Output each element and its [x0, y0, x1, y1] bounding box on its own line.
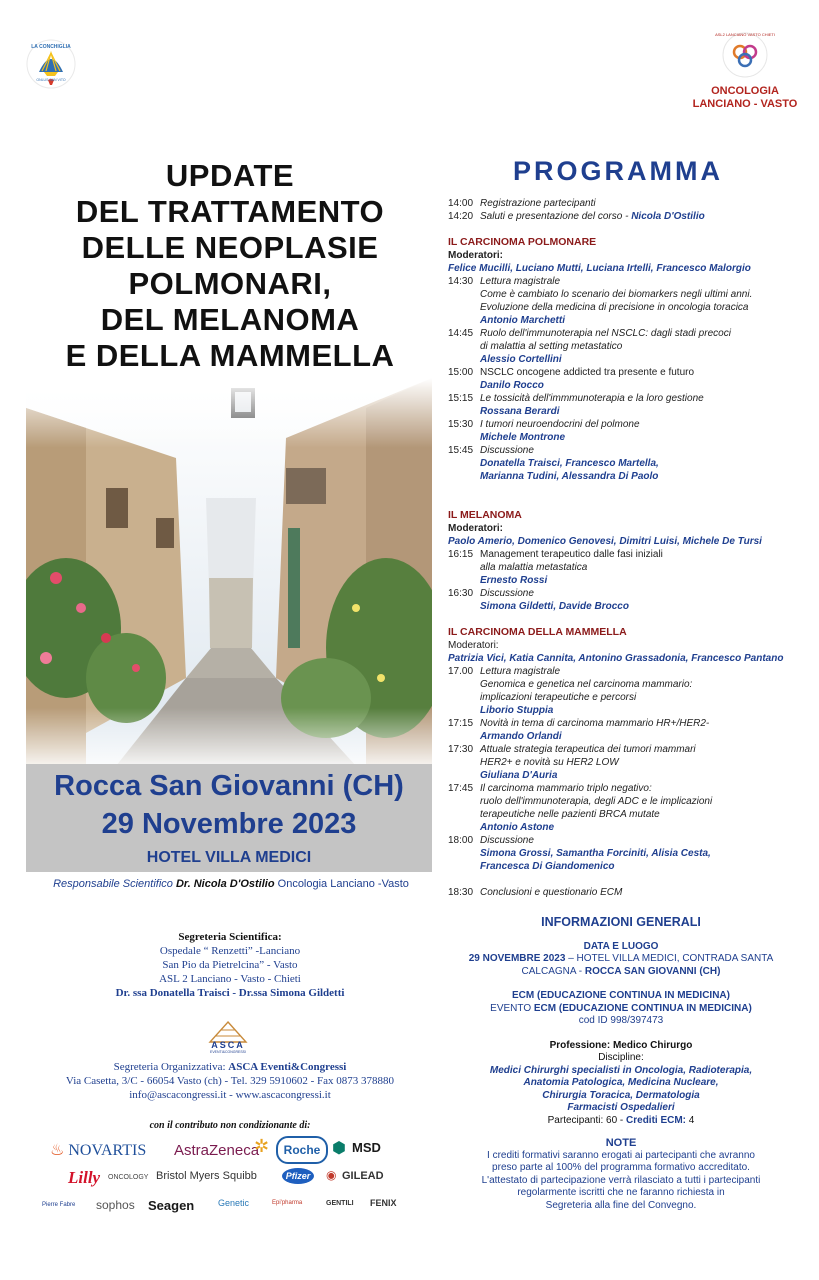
- title-line: E DELLA MAMMELLA: [65, 338, 395, 373]
- spiral-icon: [720, 30, 770, 80]
- moderators-label: Moderatori:: [448, 250, 503, 261]
- talk-title: Discussione: [480, 588, 534, 599]
- talk-sub: HER2+ e novità su HER2 LOW: [480, 757, 619, 768]
- time: 17:30: [448, 744, 474, 755]
- speaker: Rossana Berardi: [480, 406, 560, 417]
- moderators: Patrizia Vici, Katia Cannita, Antonino Grassadonia, Francesco Pantano: [448, 653, 784, 664]
- venue-band: [26, 764, 432, 872]
- sponsor-seagen: Seagen: [148, 1198, 195, 1213]
- moderators-label: Moderatori:: [448, 523, 503, 534]
- sponsor-roche: Roche: [276, 1136, 328, 1164]
- moderators: Paolo Amerio, Domenico Genovesi, Dimitri Luisi, Michele De Tursi: [448, 536, 762, 547]
- talk-title: Management terapeutico dalle fasi iniziali: [480, 549, 663, 560]
- seg-org-address: Via Casetta, 3/C - 66054 Vasto (ch) - Tel. 329 5910602 - Fax 0873 378880: [65, 1075, 395, 1087]
- sponsor-logos: [42, 1136, 440, 1226]
- la-conchiglia-logo: [22, 38, 80, 90]
- sponsor-sophos: sophos: [96, 1198, 135, 1212]
- seg-sci-line: Dr. ssa Donatella Traisci - Dr.ssa Simona Gildetti: [115, 987, 345, 999]
- title-line: UPDATE: [165, 158, 295, 193]
- talk-sub: ruolo dell'immunoterapia, degli ADC e le implicazioni: [480, 796, 713, 807]
- time: 15:45: [448, 445, 474, 456]
- gilead-icon: ◉: [326, 1168, 337, 1182]
- logo-left-text: LA CONCHIGLIA: [31, 44, 71, 50]
- talk-sub: Evoluzione della medicina di precisione in oncologia toracica: [480, 302, 749, 313]
- time: 17:15: [448, 718, 474, 729]
- talk-title: Discussione: [480, 835, 534, 846]
- venue-city: Rocca San Giovanni (CH): [54, 770, 404, 802]
- speaker: Danilo Rocco: [480, 380, 544, 391]
- speaker: Simona Grossi, Samantha Forciniti, Alisia Cesta,: [480, 848, 711, 859]
- talk-sub: alla malattia metastatica: [480, 562, 588, 573]
- venue-hotel: HOTEL VILLA MEDICI: [146, 849, 312, 866]
- sponsor-gentili: GENTILI: [326, 1200, 354, 1207]
- talk-title: Conclusioni e questionario ECM: [480, 887, 623, 898]
- discipline-line: Anatomia Patologica, Medicina Nucleare,: [523, 1077, 719, 1088]
- time: 14:20: [448, 211, 474, 222]
- sponsor-novartis: [50, 1140, 146, 1160]
- evento-value: ECM (EDUCAZIONE CONTINUA IN MEDICINA): [533, 1002, 752, 1014]
- time: 17.00: [448, 666, 474, 677]
- time: 18:30: [448, 887, 474, 898]
- crediti-label: Crediti ECM:: [626, 1114, 687, 1126]
- sponsor-lilly: Lilly: [68, 1168, 101, 1187]
- event-title: [30, 158, 430, 374]
- time: 17:45: [448, 783, 474, 794]
- time: 14:30: [448, 276, 474, 287]
- data-luogo-text: CALCAGNA -: [521, 965, 585, 977]
- sponsor-novartis-label: NOVARTIS: [68, 1142, 147, 1159]
- data-luogo-place: ROCCA SAN GIOVANNI (CH): [584, 965, 721, 977]
- time: 16:15: [448, 549, 474, 560]
- section-title: IL CARCINOMA POLMONARE: [448, 236, 597, 248]
- talk-sub: di malattia al setting metastatico: [480, 341, 623, 352]
- time: 15:00: [448, 367, 474, 378]
- msd-icon: ⬢: [332, 1140, 346, 1157]
- title-line: POLMONARI,: [128, 266, 332, 301]
- seg-sci-heading: Segreteria Scientifica:: [178, 931, 282, 943]
- programma-list: [448, 197, 798, 899]
- speaker: Antonio Marchetti: [480, 315, 565, 326]
- sponsor-bms: Bristol Myers Squibb: [156, 1170, 257, 1182]
- sponsor-gilead: GILEAD: [342, 1170, 384, 1182]
- alley-illustration: [26, 378, 432, 766]
- note-line: preso parte al 100% del programma formativo accreditato.: [492, 1162, 750, 1173]
- seg-org-web: info@ascacongressi.it - www.ascacongressi.it: [129, 1089, 331, 1101]
- partecipanti: Partecipanti: 60 -: [547, 1114, 627, 1126]
- seg-org-label: Segreteria Organizzativa:: [113, 1061, 226, 1073]
- sponsor-genetic: Genetic: [218, 1198, 250, 1208]
- talk-title: Novità in tema di carcinoma mammario HR+/HER2-: [480, 718, 710, 729]
- talk-title: Il carcinoma mammario triplo negativo:: [480, 783, 652, 794]
- note-line: I crediti formativi saranno erogati ai partecipanti che avranno: [487, 1149, 755, 1161]
- resp-label: Responsabile Scientifico: [53, 878, 173, 890]
- evento-label: EVENTO: [490, 1002, 534, 1014]
- speaker: Antonio Astone: [480, 822, 555, 833]
- moderators-label: Moderatori:: [448, 640, 499, 651]
- discipline-label: Discipline:: [598, 1052, 644, 1063]
- oncologia-logo: [690, 30, 800, 112]
- talk-title: Attuale strategia terapeutica dei tumori mammari: [480, 744, 696, 755]
- asca-logo: [200, 1020, 256, 1056]
- asca-logo-text: ASCA: [211, 1040, 245, 1050]
- contributo-label: con il contributo non condizionante di:: [149, 1120, 311, 1131]
- discipline-line: Medici Chirurghi specialisti in Oncologia, Radioterapia,: [489, 1064, 753, 1076]
- section-title: IL CARCINOMA DELLA MAMMELLA: [448, 626, 627, 638]
- logo-right-line2: LANCIANO - VASTO: [692, 98, 798, 110]
- talk-title: Registrazione partecipanti: [480, 198, 596, 209]
- speaker: Francesca Di Giandomenico: [480, 861, 615, 872]
- talk-title: Lettura magistrale: [480, 276, 561, 287]
- venue-date: 29 Novembre 2023: [101, 808, 357, 840]
- speaker: Alessio Cortellini: [480, 354, 562, 365]
- talk-title: Ruolo dell'immunoterapia nel NSCLC: dagli stadi precoci: [480, 328, 731, 339]
- astrazeneca-symbol-icon: ✲: [254, 1136, 270, 1156]
- discipline-line: Farmacisti Ospedalieri: [567, 1102, 675, 1113]
- alley-photo: [26, 378, 432, 766]
- title-line: DEL TRATTAMENTO: [75, 194, 385, 229]
- title-line: DEL MELANOMA: [100, 302, 360, 337]
- talk-sub: Genomica e genetica nel carcinoma mammario:: [480, 679, 693, 690]
- talk-sub: implicazioni terapeutiche e percorsi: [480, 692, 637, 703]
- note-line: regolarmente iscritti che ne faranno richiesta in: [517, 1187, 725, 1198]
- time: 15:30: [448, 419, 474, 430]
- crediti-value: 4: [686, 1114, 695, 1126]
- moderators: Felice Mucilli, Luciano Mutti, Luciana Irtelli, Francesco Malorgio: [448, 263, 751, 274]
- speaker: Liborio Stuppia: [480, 705, 554, 716]
- time: 16:30: [448, 588, 474, 599]
- talk-sub: Come è cambiato lo scenario dei biomarkers negli ultimi anni.: [480, 289, 753, 300]
- logo-right-ring: ASL2 LANCIANO VASTO CHIETI: [715, 32, 775, 37]
- ecm-title: ECM (EDUCAZIONE CONTINUA IN MEDICINA): [512, 990, 730, 1001]
- resp-name: Dr. Nicola D'Ostilio: [175, 878, 275, 890]
- note-line: Segreteria alla fine del Convegno.: [545, 1199, 697, 1211]
- logo-left-sub: ONLUS SAN VITO: [36, 78, 66, 82]
- program-row: [448, 210, 798, 223]
- info-title: INFORMAZIONI GENERALI: [541, 915, 701, 929]
- time: 14:45: [448, 328, 474, 339]
- discipline-line: Chirurgia Toracica, Dermatologia: [542, 1089, 700, 1101]
- sponsor-pfizer: Pfizer: [282, 1168, 314, 1184]
- logo-right-line1: ONCOLOGIA: [711, 85, 779, 97]
- speaker: Giuliana D'Auria: [480, 770, 558, 781]
- seg-sci-line: San Pio da Pietrelcina” - Vasto: [162, 959, 298, 971]
- talk-title: Saluti e presentazione del corso -: [480, 211, 632, 222]
- sponsor-lilly-sub: ONCOLOGY: [108, 1174, 149, 1181]
- speaker: Armando Orlandi: [480, 731, 562, 742]
- novartis-flame-icon: ♨: [50, 1142, 65, 1159]
- talk-title: I tumori neuroendocrini del polmone: [480, 419, 640, 430]
- segreteria-organizzativa: [60, 1060, 400, 1102]
- time: 18:00: [448, 835, 474, 846]
- seg-sci-line: ASL 2 Lanciano - Vasto - Chieti: [159, 973, 301, 985]
- data-luogo-date: 29 NOVEMBRE 2023: [468, 953, 566, 964]
- asca-logo-sub: EVENTI&CONGRESSI: [210, 1050, 246, 1054]
- speaker: Nicola D'Ostilio: [631, 211, 705, 222]
- speaker: Simona Gildetti, Davide Brocco: [480, 601, 629, 612]
- talk-title: Le tossicità dell'immmunoterapia e la loro gestione: [480, 393, 704, 404]
- speaker: Donatella Traisci, Francesco Martella,: [480, 458, 659, 469]
- sponsor-epipharma: Epi'pharma: [272, 1200, 303, 1206]
- resp-unit: Oncologia Lanciano -Vasto: [277, 878, 409, 890]
- cod-id: cod ID 998/397473: [578, 1015, 664, 1026]
- speaker: Ernesto Rossi: [480, 575, 548, 586]
- sponsor-msd: MSD: [352, 1140, 381, 1155]
- sponsor-pierre-fabre: Pierre Fabre: [42, 1202, 76, 1208]
- talk-title: Lettura magistrale: [480, 666, 561, 677]
- time: 14:00: [448, 198, 474, 209]
- segreteria-scientifica: [60, 930, 400, 1000]
- note-title: NOTE: [605, 1137, 637, 1149]
- talk-sub: terapeutiche nelle pazienti BRCA mutate: [480, 809, 660, 820]
- sponsor-astrazeneca: AstraZeneca: [174, 1142, 260, 1159]
- seg-sci-line: Ospedale “ Renzetti” -Lanciano: [159, 945, 301, 957]
- talk-title: Discussione: [480, 445, 534, 456]
- sponsor-fenix: FENIX: [370, 1198, 397, 1208]
- responsabile-scientifico: [26, 878, 436, 890]
- title-line: DELLE NEOPLASIE: [81, 230, 379, 265]
- note-line: L'attestato di partecipazione verrà rilasciato a tutti i partecipanti: [481, 1174, 761, 1186]
- informazioni-generali: [448, 916, 794, 1212]
- data-luogo-label: DATA E LUOGO: [583, 940, 659, 952]
- section-title: IL MELANOMA: [448, 509, 522, 521]
- time: 15:15: [448, 393, 474, 404]
- speaker: Michele Montrone: [480, 432, 566, 443]
- program-row: [448, 197, 798, 210]
- programma-title: PROGRAMMA: [513, 156, 723, 186]
- speaker: Marianna Tudini, Alessandra Di Paolo: [480, 471, 659, 482]
- data-luogo-text: – HOTEL VILLA MEDICI, CONTRADA SANTA: [565, 953, 774, 964]
- talk-title: NSCLC oncogene addicted tra presente e futuro: [480, 367, 695, 378]
- seg-org-name: ASCA Eventi&Congressi: [228, 1061, 347, 1073]
- professione: Professione: Medico Chirurgo: [549, 1039, 693, 1051]
